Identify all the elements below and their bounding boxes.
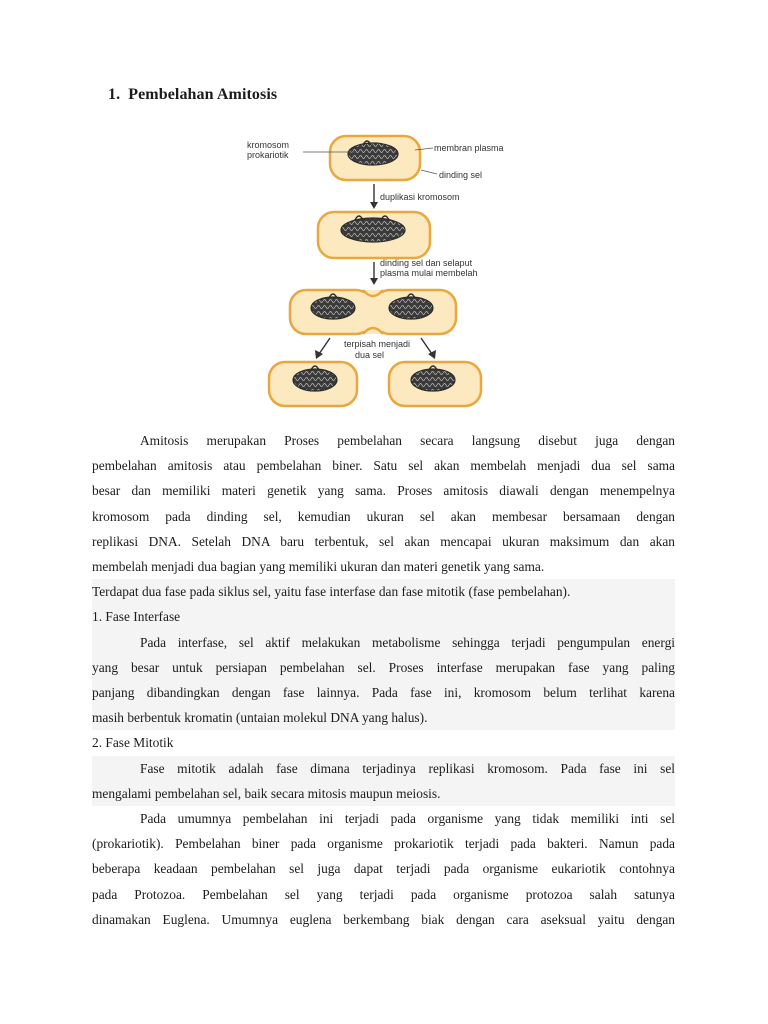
text-line: mengalami pembelahan sel, baik secara mitosis maupun meiosis. <box>92 785 441 801</box>
section-title: Pembelahan Amitosis <box>128 86 278 103</box>
cell-stage-4-right <box>389 362 481 406</box>
paragraph-prokariotik <box>92 806 675 932</box>
paragraph-mitotik <box>92 756 675 806</box>
text-line: kromosom pada dinding sel, kemudian ukuran sel akan membesar bersamaan dengan <box>92 508 675 524</box>
cell-stage-2 <box>318 212 430 258</box>
label-dinding-sel: dinding sel <box>439 170 483 180</box>
section-number: 1. <box>108 86 121 103</box>
text-line: Pada interfase, sel aktif melakukan metabolisme sehingga terjadi pengumpulan energi <box>140 634 675 650</box>
text-line: pembelahan amitosis atau pembelahan biner. Satu sel akan membelah menjadi dua sel sama <box>92 458 675 474</box>
label-prokariotik: prokariotik <box>247 150 289 160</box>
text-line: Fase mitotik adalah fase dimana terjadinya replikasi kromosom. Pada fase ini sel <box>140 760 675 776</box>
amitosis-diagram-svg <box>245 130 515 412</box>
paragraph-fase-siklus <box>92 579 675 604</box>
text-line: dinamakan Euglena. Umumnya euglena berkembang biak dengan cara aseksual yaitu dengan <box>92 911 675 927</box>
cell-stage-4-left <box>269 362 357 406</box>
text-line: beberapa keadaan pembelahan sel juga dapat terjadi pada organisme eukariotik contohnya <box>92 861 675 877</box>
text-line: (prokariotik). Pembelahan biner pada organisme prokariotik terjadi pada bakteri. Namun pada <box>92 836 675 852</box>
paragraph-amitosis <box>92 428 675 579</box>
text-line: yang besar untuk persiapan pembelahan sel. Proses interfase merupakan fase yang paling <box>92 659 675 675</box>
label-membran-plasma: membran plasma <box>434 143 504 153</box>
text-line: besar dan memiliki materi genetik yang sama. Proses amitosis diawali dengan menempelnya <box>92 483 675 499</box>
paragraph-interfase <box>92 630 675 731</box>
label-terpisah-2: dua sel <box>355 350 385 360</box>
amitosis-diagram <box>245 130 515 412</box>
chromosome <box>348 143 398 165</box>
label-terpisah-1: terpisah menjadi <box>344 339 411 349</box>
cell-stage-3-dividing <box>290 290 456 334</box>
label-dinding-membelah-2: plasma mulai membelah <box>380 268 478 278</box>
subheading-interfase <box>92 604 675 629</box>
label-dinding-membelah-1: dinding sel dan selaput <box>380 258 473 268</box>
body-text <box>92 428 675 932</box>
text-line: panjang dibandingkan dengan fase lainnya. Pada fase ini, kromosom belum terlihat karena <box>92 685 675 701</box>
text-line: Pada umumnya pembelahan ini terjadi pada organisme yang tidak memiliki inti sel <box>140 811 675 827</box>
label-duplikasi: duplikasi kromosom <box>380 192 460 202</box>
text-line: replikasi DNA. Setelah DNA baru terbentuk, sel akan mencapai ukuran maksimum dan akan <box>92 533 675 549</box>
text-line: masih berbentuk kromatin (untaian molekul DNA yang halus). <box>92 710 428 726</box>
text-line: 1. Fase Interfase <box>92 609 181 625</box>
text-line: pada Protozoa. Pembelahan sel yang terjadi pada organisme protozoa salah satunya <box>92 886 675 902</box>
chromosome-duplicated <box>341 218 405 242</box>
text-line: 2. Fase Mitotik <box>92 735 174 751</box>
text-line: membelah menjadi dua bagian yang memiliki ukuran dan materi genetik yang sama. <box>92 559 545 575</box>
text-line: Amitosis merupakan Proses pembelahan secara langsung disebut juga dengan <box>140 433 675 448</box>
text-line: Terdapat dua fase pada siklus sel, yaitu fase interfase dan fase mitotik (fase pembelahan). <box>92 584 571 600</box>
label-kromosom: kromosom <box>247 140 290 150</box>
cell-stage-1 <box>330 136 420 180</box>
section-heading <box>108 86 277 104</box>
subheading-mitotik <box>92 730 675 755</box>
